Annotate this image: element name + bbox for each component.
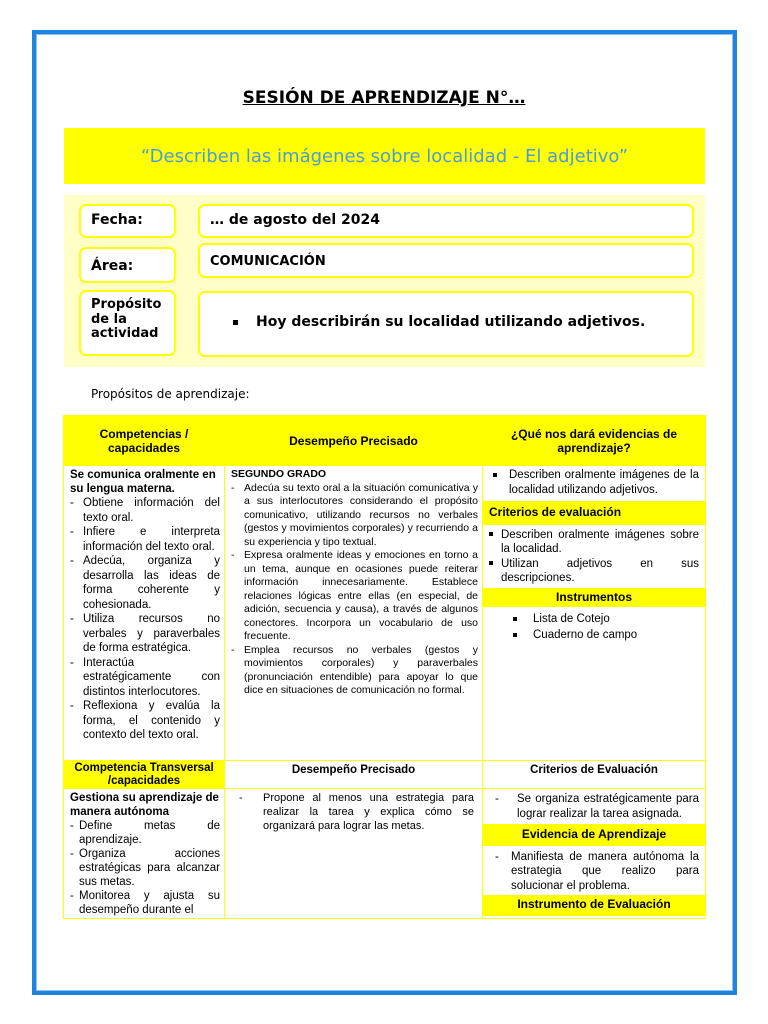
area-label-box <box>79 247 176 283</box>
list-item: - Infiere e interpreta información del texto oral. <box>70 526 220 553</box>
competencia-transversal-title: Gestiona su aprendizaje de manera autónoma <box>70 792 219 818</box>
activity-title-banner <box>64 128 705 184</box>
list-item: - Reflexiona y evalúa la forma, el contenido y contexto del texto oral. <box>70 700 220 741</box>
criteria-item: Describen oralmente imágenes sobre la localidad. <box>489 528 699 557</box>
instrument-item: Cuaderno de campo <box>513 627 705 643</box>
desempeno-cell <box>225 466 483 761</box>
evidencia-header: Evidencia de Aprendizaje <box>483 824 705 846</box>
list-item: - Define metas de aprendizaje. <box>70 820 220 846</box>
instrumentos-header: Instrumentos <box>483 588 705 608</box>
bullet-icon <box>233 320 238 325</box>
criterios-header: Criterios de evaluación <box>483 501 705 525</box>
fecha-value-box <box>198 204 694 238</box>
list-item: - Interactúa estratégicamente con distintos interlocutores. <box>70 656 220 698</box>
evidencias-cell <box>483 466 706 761</box>
criteria-item: - Se organiza estratégicamente para lograr realizar la tarea asignada. <box>495 793 699 820</box>
proposito-label-box <box>79 290 176 356</box>
session-title: SESIÓN DE APRENDIZAJE N°… <box>242 88 526 108</box>
competencias-cell <box>64 466 225 761</box>
activity-title: “Describen las imágenes sobre localidad - El adjetivo” <box>140 145 629 167</box>
instrument-item: Lista de Cotejo <box>513 611 705 627</box>
competencia-transversal-cell <box>64 789 225 919</box>
list-item: - Obtiene información del texto oral. <box>70 497 220 524</box>
list-item: - Expresa oralmente ideas y emociones en torno a un tema, aunque en ocasiones puede reiterar información innecesariamente. Establece relaciones lógicas entre ellas (en especial, de adición, secuencia y causa), a través de algunos conectores. Incorpora un vocabulario de uso frecuente. <box>231 549 478 642</box>
list-item: - Organiza acciones estratégicas para alcanzar sus metas. <box>70 848 220 888</box>
list-item: - Adecúa su texto oral a la situación comunicativa y a sus interlocutores considerando el propósito comunicativo, utilizando recursos no verbales (gestos y movimientos corporales) y recurriendo a su experiencia y tipo textual. <box>231 481 478 548</box>
header-competencia-transversal: Competencia Transversal /capacidades <box>64 761 225 789</box>
fecha-value: … de agosto del 2024 <box>210 212 381 228</box>
list-item: - Adecúa, organiza y desarrolla las ideas de forma coherente y cohesionada. <box>70 555 220 611</box>
header-evidencias: ¿Qué nos dará evidencias de aprendizaje? <box>483 416 706 466</box>
competencia-title: Se comunica oralmente en su lengua materna. <box>70 469 216 495</box>
fecha-label: Fecha: <box>91 212 143 228</box>
section-subtitle: Propósitos de aprendizaje: <box>91 387 250 401</box>
list-item: - Emplea recursos no verbales (gestos y movimientos corporales) y paraverbales (pronunciación entendible) para apoyar lo que dice en situaciones de comunicación no formal. <box>231 643 478 696</box>
header-competencias: Competencias / capacidades <box>64 416 225 466</box>
header-desempeno: Desempeño Precisado <box>225 416 483 466</box>
learning-purposes-table <box>63 415 706 919</box>
list-item: - Utiliza recursos no verbales y paraverbales de forma estratégica. <box>70 613 220 654</box>
fecha-label-box <box>79 204 176 238</box>
evidence-item: - Manifiesta de manera autónoma la estrategia que realizo para solucionar el problema. <box>495 850 699 892</box>
list-item: - Propone al menos una estrategia para realizar la tarea y explica cómo se organizará para lograr las metas. <box>239 792 474 832</box>
header-desempeno-2: Desempeño Precisado <box>225 761 483 789</box>
area-value: COMUNICACIÓN <box>210 254 326 269</box>
proposito-value: Hoy describirán su localidad utilizando adjetivos. <box>203 314 645 330</box>
header-criterios-2: Criterios de Evaluación <box>483 761 706 789</box>
criterios-2-cell <box>483 789 706 919</box>
instrumento-header: Instrumento de Evaluación <box>483 895 705 916</box>
grade-label: SEGUNDO GRADO <box>231 468 327 480</box>
desempeno-2-cell <box>225 789 483 919</box>
evidence-item: Describen oralmente imágenes de la localidad utilizando adjetivos. <box>483 466 705 501</box>
area-label: Área: <box>91 258 134 274</box>
list-item: - Monitorea y ajusta su desempeño durante el <box>70 890 220 916</box>
area-value-box <box>198 243 694 278</box>
criteria-item: Utilizan adjetivos en sus descripciones. <box>489 557 699 586</box>
proposito-label: Propósito de la actividad <box>91 297 162 341</box>
